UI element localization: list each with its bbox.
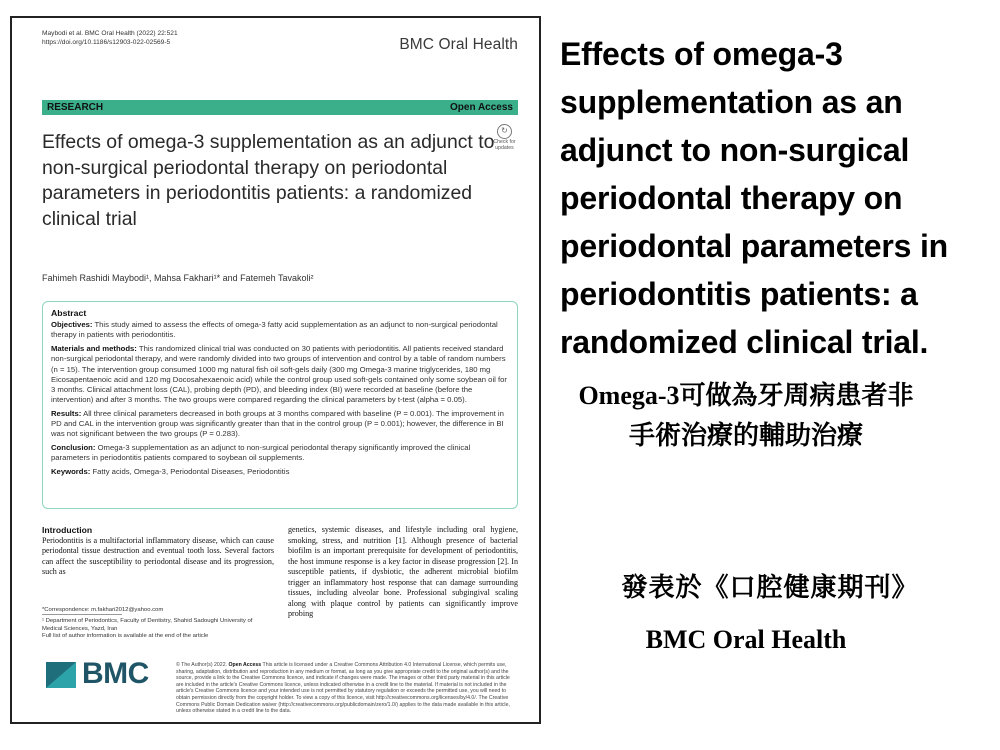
conclusion-label: Conclusion: — [51, 442, 96, 452]
paper-title: Effects of omega-3 supplementation as an adjunct to non-surgical periodontal therapy on periodontal parameters in periodontitis patients: a randomized clinical trial — [42, 131, 495, 230]
bmc-logo-text: BMC — [82, 657, 149, 690]
conclusion-text: Omega-3 supplementation as an adjunct to non-surgical periodontal therapy significantly improved the clinical parameters in periodontitis patients compared to soybean oil supplements. — [51, 442, 471, 463]
license-copyright: © The Author(s) 2022. — [176, 662, 228, 668]
license-text: This article is licensed under a Creative Commons Attribution 4.0 International License, which permits use, sharing, adaptation, distribution and reproduction in any medium or format, as long as you give appropriate credit to the original author(s) and the source, provide a link to the Creative Commons licence, and indicate if changes were made. The images or other third party material in this article are included in the article's Creative Commons licence, unless indicated otherwise in a credit line to the material. If material is not included in the article's Creative Commons licence and your intended use is not permitted by statutory regulation or exceeds the permitted use, you will need to obtain permission directly from the copyright holder. To view a copy of this licence, visit http://creativecommons.org/licenses/by/4.0/. The Creative Commons Public Domain Dedication waiver (http://creativecommons.org/publicdomain/zero/1.0/) applies to the data made available in this article, unless otherwise stated in a credit line to the data. — [176, 662, 510, 715]
section-band — [42, 100, 518, 115]
abstract-results — [51, 409, 509, 440]
abstract-box — [42, 301, 518, 509]
section-label: RESEARCH — [47, 102, 104, 113]
keywords-text: Fatty acids, Omega-3, Periodontal Diseases, Periodontitis — [92, 466, 290, 476]
bmc-logo — [46, 657, 158, 690]
side-published-in: 發表於《口腔健康期刊》 — [621, 573, 919, 602]
affiliation: ¹ Department of Periodontics, Faculty of Dentistry, Shahid Sadoughi University of Medical Sciences, Yazd, Iran — [42, 618, 253, 632]
bmc-logo-mark-accent — [46, 662, 76, 688]
correspondence: *Correspondence: m.fakhari2012@yahoo.com — [42, 607, 164, 613]
objectives-label: Objectives: — [51, 320, 93, 330]
side-chinese-summary: Omega-3可做為牙周病患者非手術治療的輔助治療 — [578, 381, 914, 450]
full-author-info: Full list of author information is available at the end of the article — [42, 633, 209, 640]
check-updates-icon: ↻ — [497, 124, 512, 139]
paper-content — [42, 30, 518, 715]
results-label: Results: — [51, 408, 82, 418]
journal-name: BMC Oral Health — [399, 36, 518, 53]
intro-text-left: Periodontitis is a multifactorial inflammatory disease, which can cause periodontal tissue destruction and eventual tooth loss. Several factors can affect the susceptibility to periodontal disease and its progression, such as — [42, 535, 274, 576]
abstract-objectives — [51, 320, 509, 340]
footnotes — [42, 607, 274, 641]
abstract-keywords — [51, 467, 509, 477]
doi-line: https://doi.org/10.1186/s12903-022-02569-5 — [42, 38, 171, 46]
keywords-label: Keywords: — [51, 466, 91, 476]
footnote-divider — [42, 614, 122, 615]
check-updates-label: Check for updates — [493, 139, 516, 151]
side-journal-name: BMC Oral Health — [645, 625, 847, 654]
open-access-label: Open Access — [450, 102, 513, 113]
results-text: All three clinical parameters decreased in both groups at 3 months compared with baseline (P = 0.001). The improvement in PD and CAL in the intervention group was significantly greater than that in the control group (P = 0.001); however, the difference in BI was not significant between the two groups (P = 0.283). — [51, 408, 504, 439]
license-notice — [176, 662, 518, 715]
intro-column-left — [42, 525, 274, 578]
author-list: Fahimeh Rashidi Maybodi¹, Mahsa Fakhari¹* and Fatemeh Tavakoli² — [42, 273, 314, 283]
citation-line: Maybodi et al. BMC Oral Health (2022) 22:521 — [42, 30, 178, 37]
paper-first-page — [10, 16, 541, 724]
abstract-methods — [51, 344, 509, 405]
intro-column-right: genetics, systemic diseases, and lifestyle including oral hygiene, smoking, stress, and nutrition [1]. Although presence of bacterial biofilm is an important prerequisite for development of periodontitis, the host immune response is a key factor in disease progression [2]. In susceptible patients, if dysbiotic, the adherent microbial biofilm trigger an inflammatory host response that can damage surrounding tissues, including alveolar bone. Professional subgingival scaling along with plaque control by patients can significantly improve probing — [288, 525, 518, 618]
license-open-access: Open Access — [228, 662, 262, 668]
side-english-title: Effects of omega-3 supplementation as an adjunct to non-surgical periodontal therapy on periodontal parameters in periodontitis patients: a randomized clinical trial. — [560, 36, 948, 360]
intro-heading: Introduction — [42, 525, 93, 535]
methods-text: This randomized clinical trial was conducted on 30 patients with periodontitis. All patients received standard non-surgical periodontal therapy, and were randomly divided into two groups of intervention and control by a table of random numbers (n = 15). The intervention group consumed 1000 mg natural fish oil soft-gels daily (300 mg Omega-3 marine triglycerides, 180 mg Eicosapentaenoic acid and 120 mg Docosahexaenoic acid) while the control group used soft-gels contained only some soybean oil for 3 months. Clinical attachment loss (CAL), probing depth (PD), and bleeding index (BI) were recorded at baseline (before the intervention) and after 3 months. The two groups were compared regarding the clinical parameters by t-test (alpha = 0.05). — [51, 344, 507, 405]
abstract-conclusion — [51, 443, 509, 463]
objectives-text: This study aimed to assess the effects of omega-3 fatty acid supplementation as an adjunct to non-surgical periodontal therapy in patients with periodontitis. — [51, 320, 498, 340]
abstract-heading: Abstract — [51, 308, 87, 318]
methods-label: Materials and methods: — [51, 344, 137, 354]
